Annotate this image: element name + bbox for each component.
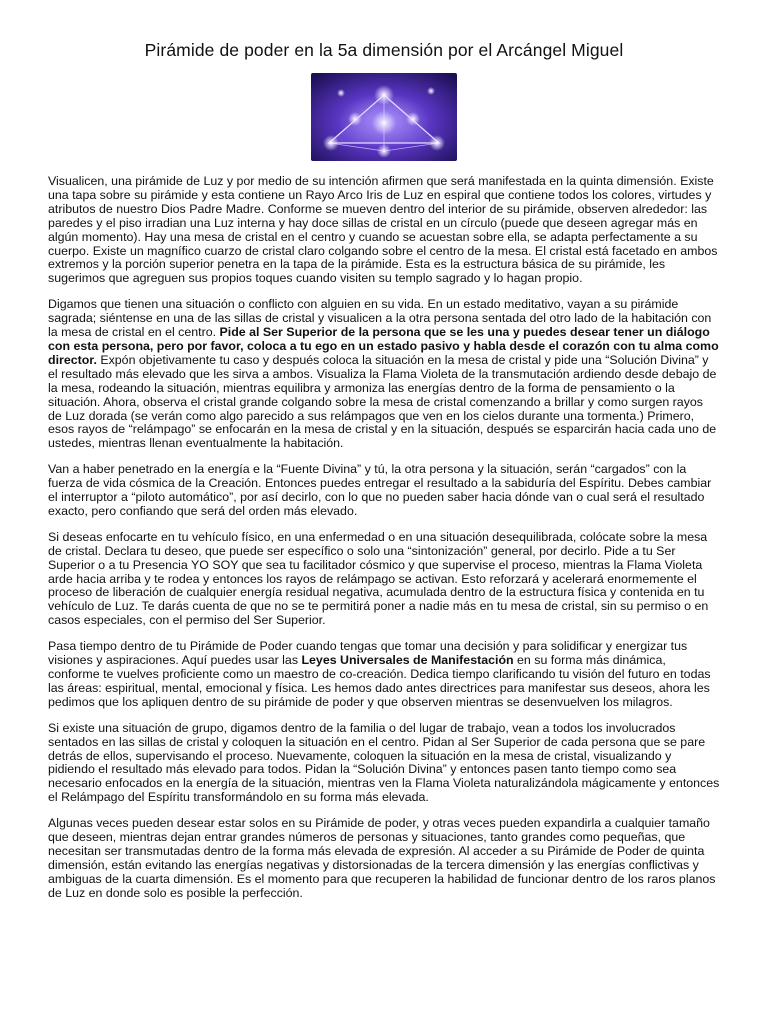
- text-segment: Si deseas enfocarte en tu vehículo físico, en una enfermedad o en una situación desequilibrada, colócate sobre la mesa de cristal. Declara tu deseo, que puede ser específico o solo una “sintonización” general, por decirlo. Pide a tu Ser Superior o a tu Presencia YO SOY que sea tu facilitador cósmico y que supervise el proceso, mientras la Flama Violeta arde hacia arriba y te rodea y entonces los rayos de relámpago se activan. Esto reforzará y acelerará enormemente el proceso de liberación de cualquier energía residual negativa, acumulada dentro de la estructura física y contenida en tu vehículo de Luz. Te darás cuenta de que no se te permitirá poner a nadie más en tu mesa de cristal, sin su permiso o en casos especiales, con el permiso del Ser Superior.: [48, 529, 709, 628]
- bold-text-segment: Leyes Universales de Manifestación: [301, 653, 514, 668]
- paragraph: [48, 817, 720, 900]
- text-segment: Visualicen, una pirámide de Luz y por medio de su intención afirmen que será manifestada en la quinta dimensión. Existe una tapa sobre su pirámide y esta contiene un Rayo Arco Iris de Luz en espiral que contiene todos los colores, virtudes y atributos de nuestro Dios Padre Madre. Conforme se mueven dentro del interior de su pirámide, observen alrededor: las paredes y el piso irradian una Luz interna y hay doce sillas de cristal en un círculo (puede que deseen agregar más en algún momento). Hay una mesa de cristal en el centro y cuando se acuestan sobre ella, se adapta perfectamente a su cuerpo. Existe un magnífico cuarzo de cristal claro colgando sobre el centro de la mesa. El cristal está facetado en ambos extremos y la porción superior penetra en la tapa de la pirámide. Esta es la estructura básica de su pirámide, les sugerimos que agreguen sus propios toques cuando visiten su templo sagrado y lo hagan propio.: [48, 174, 718, 286]
- paragraph: [48, 463, 720, 519]
- text-segment: Si existe una situación de grupo, digamos dentro de la familia o del lugar de trabajo, vean a todos los involucrados sentados en las sillas de cristal y coloquen la situación en el centro. Pidan al Ser Superior de cada persona que se pare detrás de ellos, supervisando el proceso. Nuevamente, coloquen la situación en la mesa de cristal, visualizando y pidiendo el resultado más elevado para todos. Pidan la “Solución Divina” y entonces pasen tanto tiempo como sea necesario enfocados en la energía de la situación, mientras ven la Flama Violeta naturalizándola mágicamente y entonces el Relámpago del Espíritu transformándolo en su forma más elevada.: [48, 720, 720, 805]
- text-segment: Algunas veces pueden desear estar solos en su Pirámide de poder, y otras veces pueden expandirla a cualquier tamaño que deseen, mientras dejan entrar grandes números de personas y situaciones, tanto grandes como pequeñas, que necesitan ser transmutadas dentro de la forma más elevada de expresión. Al acceder a su Pirámide de Poder de quinta dimensión, están evitando las energías negativas y distorsionadas de la tercera dimensión y las energías conflictivas y ambiguas de la cuarta dimensión. Es el momento para que recuperen la habilidad de funcionar dentro de los raros planos de Luz en donde solo es posible la perfección.: [48, 816, 716, 900]
- paragraph: [48, 175, 720, 286]
- paragraph: [48, 722, 720, 805]
- document-body: [48, 175, 720, 901]
- text-segment: Digamos que tienen una situación o conflicto con alguien en su vida. En un estado meditativo, vayan a su pirámide sagrada; siéntense en una de las sillas de cristal y visualicen a la otra persona sentada del otro lado de la habitación con la mesa de cristal en el centro.: [48, 297, 712, 340]
- text-segment: Van a haber penetrado en la energía e la “Fuente Divina” y tú, la otra persona y la situación, serán “cargados” con la fuerza de vida cósmica de la Creación. Entonces puedes entregar el resultado a la sabiduría del Espíritu. Debes cambiar el interruptor a “piloto automático”, por así decirlo, con lo que no pueden saber hacia dónde van o cual será el resultado exacto, pero confiando que será del orden más elevado.: [48, 462, 712, 518]
- paragraph: [48, 298, 720, 451]
- paragraph: [48, 531, 720, 628]
- document-title: Pirámide de poder en la 5a dimensión por el Arcángel Miguel: [144, 40, 624, 60]
- text-segment: Expón objetivamente tu caso y después coloca la situación en la mesa de cristal y pide una “Solución Divina” y el resultado más elevado que les sirva a ambos. Visualiza la Flama Violeta de la transmutación ardiendo desde debajo de la mesa, rodeando la situación, mientras equilibra y armoniza las energías dentro de la forma de pensamiento o la situación. Ahora, observa el cristal grande colgando sobre la mesa de cristal comenzando a brillar y como surgen rayos de Luz dorada (se verán como algo parecido a sus relámpagos que ven en los cielos durante una tormenta.) Primero, esos rayos de “relámpago” se enfocarán en la mesa de cristal y en la situación, después se esparcirán hacia cada uno de ustedes, mientras llenan eventualmente la habitación.: [48, 352, 717, 451]
- text-segment: en su forma más dinámica, conforme te vuelves proficiente como un maestro de co-creación. Dedica tiempo clarificando tu visión del futuro en todas las áreas: espiritual, mental, emocional y física. Les hemos dado antes directrices para manifestar sus deseos, ahora les pedimos que los apliquen dentro de su pirámide de poder y que observen mientras se desenvuelven los milagros.: [48, 653, 711, 709]
- crystal-pyramid-light-image: [311, 73, 457, 161]
- paragraph: [48, 640, 720, 710]
- text-segment: Pasa tiempo dentro de tu Pirámide de Poder cuando tengas que tomar una decisión y para solidificar y energizar tus visiones y aspiraciones. Aquí puedes usar las: [48, 639, 688, 668]
- bold-text-segment: Pide al Ser Superior de la persona que se les una y puedes desear tener un diálogo con esta persona, pero por favor, coloca a tu ego en un estado pasivo y habla desde el corazón con tu alma como director.: [48, 325, 719, 367]
